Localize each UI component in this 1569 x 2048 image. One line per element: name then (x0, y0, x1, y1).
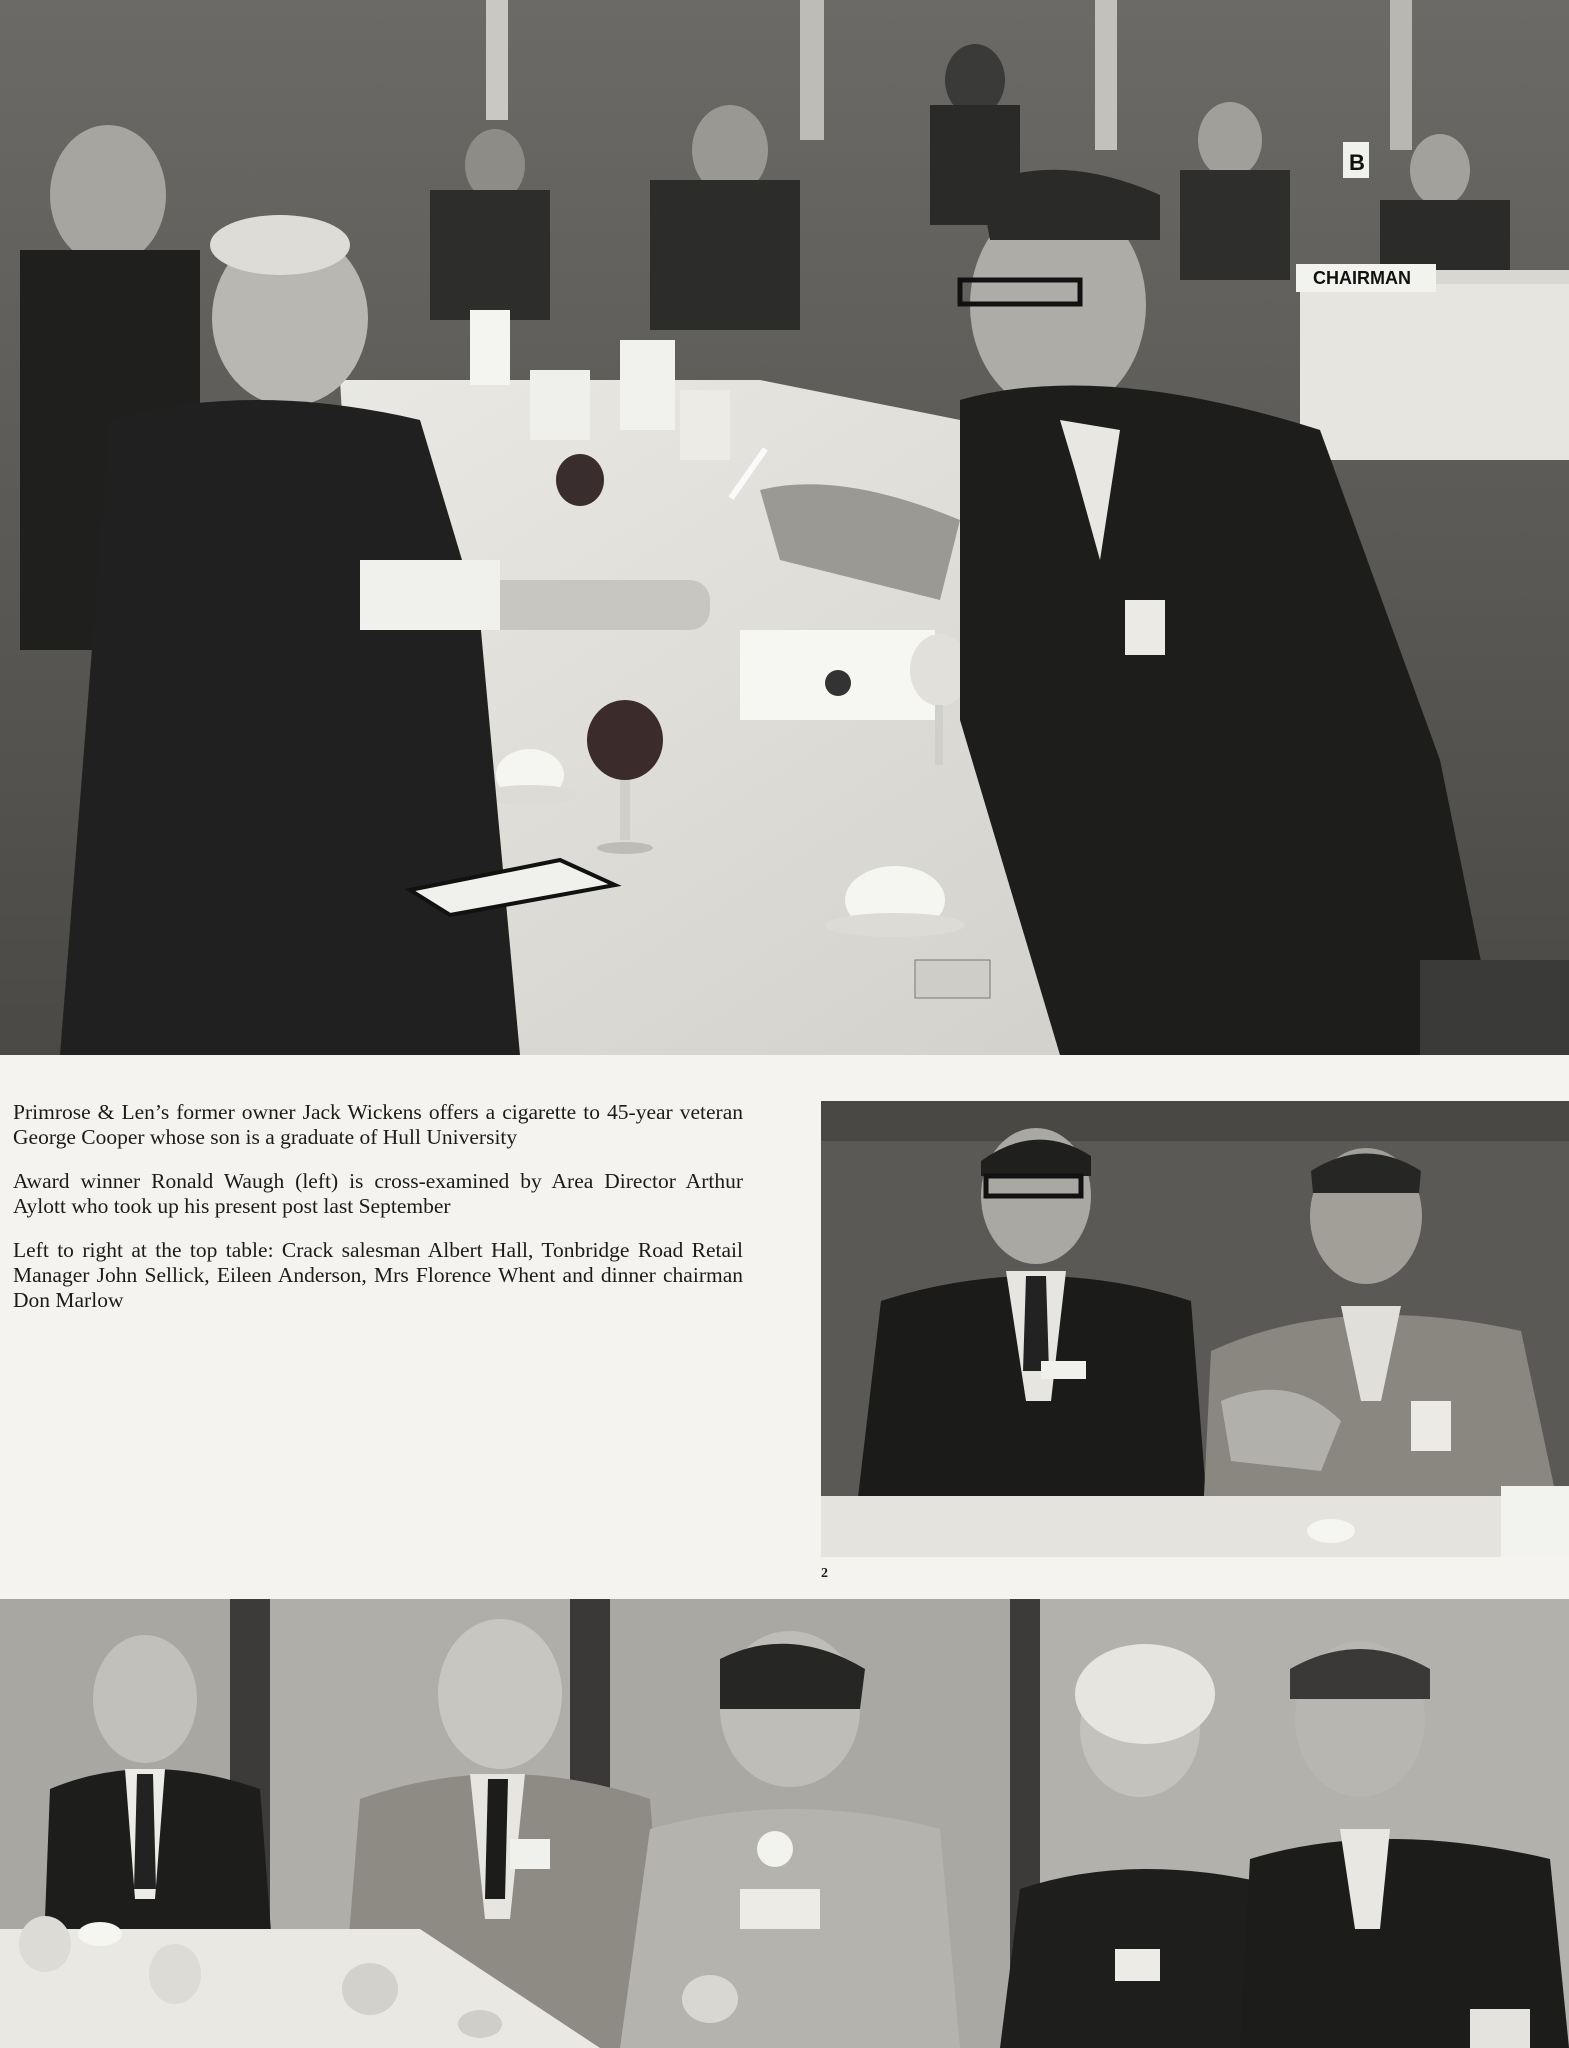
page-number: 2 (821, 1566, 828, 1581)
captions (13, 1100, 743, 1332)
photo-top-table-image (0, 1599, 1569, 2048)
chairman-sign: CHAIRMAN (1313, 268, 1411, 288)
photo-award-winner (821, 1101, 1569, 1557)
photo-award-winner-image (821, 1101, 1569, 1557)
photo-top-table (0, 1599, 1569, 2048)
caption-award-winner-photo: Award winner Ronald Waugh (left) is cross-examined by Area Director Arthur Aylott who took up his present post last September (13, 1169, 743, 1218)
table-letter-sign: B (1349, 150, 1365, 175)
caption-top-table-photo: Left to right at the top table: Crack salesman Albert Hall, Tonbridge Road Retail Manager John Sellick, Eileen Anderson, Mrs Florence Whent and dinner chairman Don Marlow (13, 1238, 743, 1312)
caption-cigarette-photo: Primrose & Len’s former owner Jack Wickens offers a cigarette to 45-year veteran George Cooper whose son is a graduate of Hull University (13, 1100, 743, 1149)
